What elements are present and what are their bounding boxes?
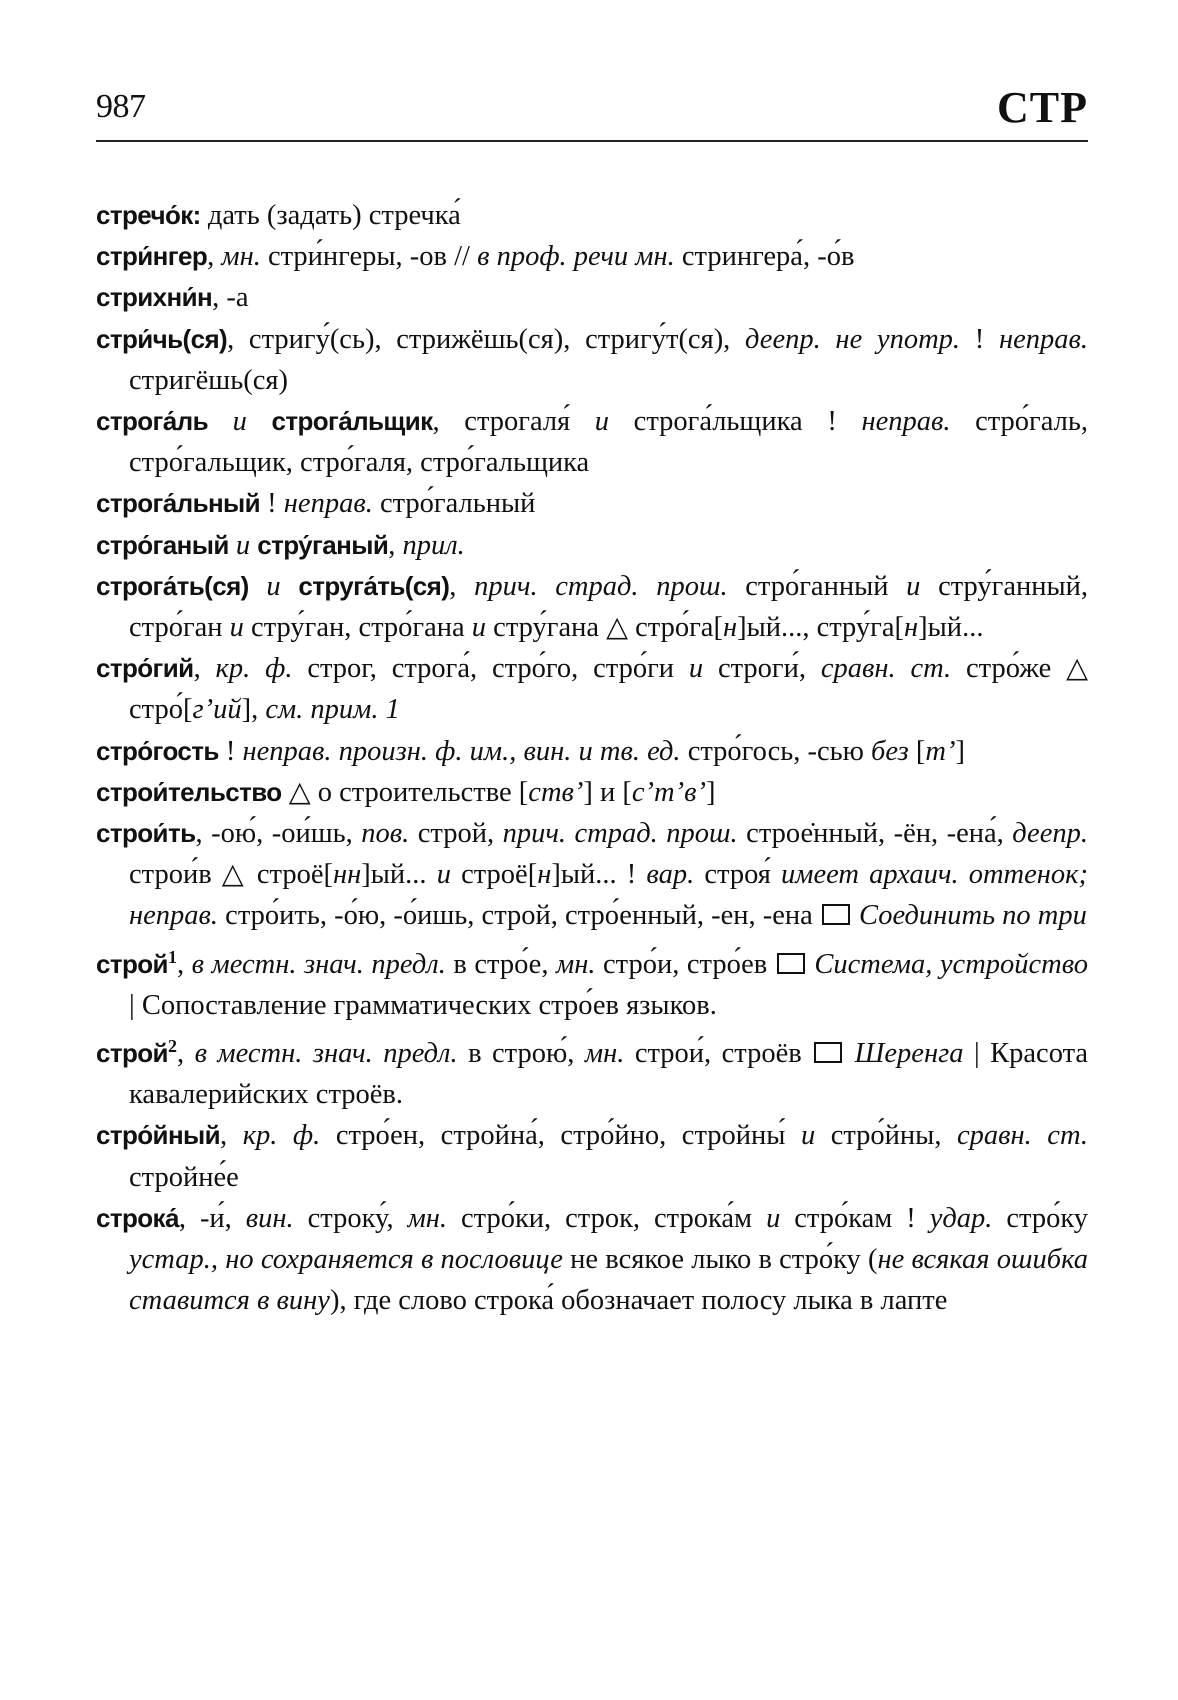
entries-list: [96, 195, 1088, 1321]
entry-text: строй,: [409, 818, 503, 850]
grammar-note: мн.: [584, 1038, 625, 1070]
dictionary-entry: [96, 277, 1088, 318]
entry-text: стро́ганный: [727, 570, 907, 602]
grammar-note: неправ. произн. ф. им., вин. и тв. ед.: [242, 735, 681, 767]
grammar-note: и: [436, 859, 451, 891]
entry-text: ] и [: [583, 776, 632, 808]
grammar-note: и: [906, 570, 921, 602]
grammar-note: в проф. речи мн.: [477, 241, 675, 273]
entry-text: стрингера́, -о́в: [674, 241, 855, 273]
entry-text: строё[: [450, 859, 538, 891]
entry-text: [: [908, 735, 926, 767]
entry-text: строя́: [694, 859, 782, 891]
entry-text: стро́же △ стро́[: [129, 653, 1089, 726]
guide-word: СТР: [997, 83, 1088, 132]
grammar-note: гʼий: [192, 694, 242, 726]
entry-text: строга́льщика !: [609, 406, 862, 438]
headword: стри́чь(ся): [96, 323, 228, 354]
grammar-note: неправ.: [998, 323, 1089, 355]
grammar-note: прич. страд. прош.: [474, 570, 728, 602]
dictionary-entry: [96, 236, 1088, 277]
entry-text: , -ою́, -ои́шь,: [195, 818, 362, 850]
dictionary-entry: [96, 1026, 1088, 1115]
headword: строга́льный: [96, 488, 261, 519]
entry-text: стригёшь(ся): [129, 364, 288, 396]
entry-text: ]ый..., стру́га[: [737, 612, 905, 644]
entry-text: ,: [388, 529, 403, 561]
grammar-note: удар.: [929, 1202, 993, 1234]
grammar-note: прил.: [402, 529, 465, 561]
headword: струга́ть(ся): [298, 570, 450, 601]
entry-text: | Красота кавалерийских строёв.: [129, 1038, 1089, 1111]
grammar-note: и: [594, 406, 610, 438]
header-rule: [96, 140, 1088, 142]
grammar-note: без: [871, 735, 909, 767]
grammar-note: сравн. ст.: [956, 1120, 1089, 1152]
headword: стро́гость: [96, 735, 219, 766]
entry-text: стро́и, стро́ев: [595, 948, 775, 980]
entry-text: [229, 530, 236, 561]
definition-box-icon: [777, 953, 805, 974]
grammar-note: н: [537, 859, 552, 891]
entry-text: ,: [193, 653, 216, 685]
entry-text: [844, 1038, 854, 1069]
grammar-note: Шеренга: [854, 1038, 964, 1070]
entry-text: [852, 900, 859, 931]
entry-text: !: [960, 323, 999, 355]
grammar-note: н: [722, 612, 738, 644]
grammar-note: н: [904, 612, 919, 644]
grammar-note: сравн. ст.: [820, 653, 952, 685]
entry-text: стро́ить, -о́ю, -о́ишь, строй, стро́енный, -ен, -ена: [218, 900, 820, 932]
entry-text: [249, 571, 267, 602]
entry-text: ]: [705, 776, 716, 808]
page-number: 987: [96, 88, 146, 125]
entry-text: стро́гось, -сью: [680, 735, 872, 767]
definition-box-icon: [814, 1042, 842, 1063]
grammar-note: в местн. знач. предл.: [194, 1038, 458, 1070]
entry-text: стру́ган, стро́гана: [243, 612, 472, 644]
dictionary-entry: [96, 525, 1088, 566]
entry-text: стро́кам !: [780, 1202, 930, 1234]
grammar-note: Система, устройство: [814, 948, 1089, 980]
grammar-note: и: [232, 406, 247, 438]
entry-text: | Сопоставление грамматических стро́ев языков.: [129, 989, 717, 1021]
entry-text: стройне́е: [129, 1161, 239, 1193]
headword: строга́ль: [96, 406, 208, 437]
entry-text: ,: [176, 948, 192, 980]
headword: строка́: [96, 1202, 179, 1233]
entry-text: ,: [207, 241, 222, 273]
headword: стрихни́н: [96, 282, 213, 313]
entry-text: ), где слово строка́ обозначает полосу лыка в лапте: [329, 1285, 948, 1317]
entry-text: ,: [449, 570, 475, 602]
grammar-note: имеет архаич. оттенок; неправ.: [129, 859, 1088, 932]
entry-text: строи́в △ строё[: [129, 859, 333, 891]
entry-text: ]ый... !: [551, 859, 647, 891]
headword: строга́льщик: [271, 406, 433, 437]
headword: стру́ганый: [257, 529, 389, 560]
headword: стро́йный: [96, 1120, 221, 1151]
entry-text: ]ый...: [361, 859, 437, 891]
dictionary-entry: [96, 813, 1088, 937]
entry-text: ,: [176, 1038, 195, 1070]
grammar-note: вар.: [646, 859, 695, 891]
grammar-note: в местн. знач. предл.: [191, 948, 446, 980]
entry-text: в стро́е,: [445, 948, 556, 980]
dictionary-entry: [96, 401, 1088, 483]
grammar-note: пов.: [361, 818, 410, 850]
dictionary-entry: [96, 731, 1088, 772]
entry-text: стру́гана △ стро́га[: [486, 612, 723, 644]
headword: строй: [96, 1038, 168, 1069]
entry-text: стру́ганный, стро́ган: [129, 570, 1089, 644]
entry-text: стри́нгеры, -ов //: [260, 241, 478, 273]
grammar-note: и: [235, 529, 251, 561]
dictionary-entry: [96, 648, 1088, 730]
grammar-note: кр. ф.: [242, 1120, 321, 1152]
entry-text: стро́ки, строк, строка́м: [447, 1202, 767, 1234]
grammar-note: ствʼ: [528, 776, 584, 808]
headword: строй: [96, 948, 168, 979]
entry-text: ]ый...: [918, 612, 984, 644]
homonym-index: 2: [167, 1036, 177, 1057]
grammar-note: и: [766, 1202, 781, 1234]
entry-text: [247, 406, 272, 437]
grammar-note: мн.: [221, 241, 261, 273]
entry-text: строги́,: [703, 653, 821, 685]
grammar-note: и: [471, 612, 487, 644]
dictionary-entry: [96, 319, 1088, 401]
grammar-note: неправ.: [861, 406, 951, 438]
entry-text: [208, 406, 233, 437]
entry-text: !: [218, 735, 243, 767]
grammar-note: прич. страд. прош.: [502, 818, 738, 850]
entry-text: !: [260, 488, 284, 520]
entry-text: строи́, строёв: [624, 1038, 813, 1070]
grammar-note: деепр.: [1012, 818, 1088, 850]
grammar-note: и: [266, 570, 281, 602]
dictionary-entry: [96, 1198, 1088, 1322]
headword: стречо́к:: [96, 200, 201, 230]
homonym-index: 1: [167, 946, 177, 967]
entry-text: строе̇нный, -ён, -ена́,: [737, 818, 1013, 850]
grammar-note: нн: [333, 859, 362, 891]
entry-text: дать (задать) стречка́: [200, 200, 461, 231]
grammar-note: неправ.: [283, 488, 373, 520]
grammar-note: деепр. не употр.: [745, 323, 961, 355]
entry-text: , строгаля́: [432, 406, 595, 438]
dictionary-entry: [96, 483, 1088, 524]
grammar-note: и: [688, 653, 704, 685]
headword: строи́ть: [96, 818, 196, 849]
entry-text: ]: [955, 735, 965, 767]
page-header: [96, 78, 1088, 138]
entry-text: , -а: [212, 282, 249, 314]
grammar-note: вин.: [245, 1202, 294, 1234]
grammar-note: кр. ф.: [215, 653, 293, 685]
grammar-note: и: [229, 612, 244, 644]
entry-text: △ о строительстве [: [281, 776, 529, 808]
headword: строга́ть(ся): [96, 570, 249, 601]
headword: стри́нгер: [96, 241, 208, 272]
entry-text: , -и́,: [178, 1202, 246, 1234]
entry-text: ],: [241, 694, 266, 726]
grammar-note: см. прим. 1: [265, 694, 400, 726]
entry-text: стро́ку: [992, 1202, 1089, 1234]
entry-text: стро́гальный: [372, 488, 536, 520]
grammar-note: мн.: [407, 1202, 448, 1234]
entry-text: стро́ен, стройна́, стро́йно, стройны́: [320, 1120, 801, 1152]
entry-text: ,: [220, 1120, 243, 1152]
entry-text: стро́галь, стро́гальщик, стро́галя, стро́гальщика: [129, 406, 1088, 479]
grammar-note: Соединить по три: [859, 900, 1087, 932]
entry-text: строку́,: [293, 1202, 408, 1234]
headword: стро́ганый: [96, 529, 229, 560]
dictionary-entry: [96, 195, 1088, 236]
entry-text: в строю́,: [457, 1038, 585, 1070]
entry-text: не всякое лыко в стро́ку (: [562, 1244, 878, 1276]
dictionary-entry: [96, 772, 1088, 813]
entry-text: стро́йны,: [815, 1120, 957, 1152]
grammar-note: тʼ: [925, 735, 956, 767]
headword: стро́гий: [96, 653, 194, 684]
headword: строи́тельство: [96, 776, 282, 807]
dictionary-entry: [96, 1115, 1088, 1197]
grammar-note: и: [800, 1120, 816, 1152]
entry-text: строг, строга́, стро́го, стро́ги: [292, 653, 689, 685]
entry-text: , стригу́(сь), стрижёшь(ся), стригу́т(ся),: [227, 323, 746, 355]
grammar-note: устар., но сохраняется в пословице: [129, 1244, 563, 1276]
dictionary-entry: [96, 566, 1088, 648]
entry-text: [281, 571, 299, 602]
grammar-note: не всякая ошибка ставится в вину: [129, 1244, 1088, 1317]
grammar-note: сʼтʼвʼ: [631, 776, 706, 808]
definition-box-icon: [822, 904, 850, 925]
dictionary-entry: [96, 937, 1088, 1026]
grammar-note: мн.: [556, 948, 596, 980]
